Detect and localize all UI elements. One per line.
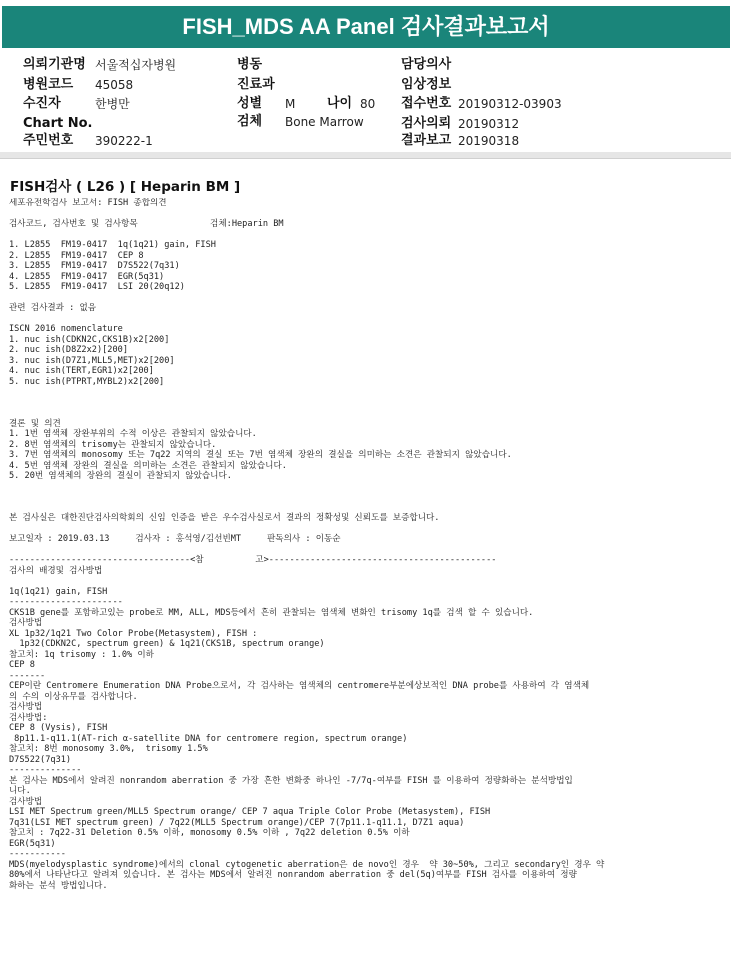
report-line: CEP 8 xyxy=(9,660,35,670)
request-value: 20190312 xyxy=(458,117,520,131)
report-line: 검사방법 xyxy=(9,702,43,712)
report-line: 1. 1번 염색체 장완부위의 수적 이상은 관찰되지 않았습니다. xyxy=(9,429,257,439)
report-line: D7S522(7q31) xyxy=(9,754,72,765)
patient-label: 수진자 xyxy=(23,96,61,111)
report-line: 4. L2855 FM19-0417 EGR(5q31) xyxy=(9,271,165,282)
sex-label: 성별 xyxy=(237,96,263,111)
report-line: 검사방법 xyxy=(9,618,43,628)
report-line: 검사코드, 검사번호 및 검사항목 검체:Heparin BM xyxy=(9,219,284,229)
report-line: 80%에서 나타난다고 알려져 있습니다. 본 검사는 MDS에서 알려진 nonrandom aberration 중 del(5q)여부를 FISH 검사를 이용하여 정량 xyxy=(9,870,577,880)
report-line: 3. 7번 염색체의 monosomy 또는 7q22 지역의 결실 또는 7번 염색체 장완의 결실을 의미하는 소견은 관찰되지 않았습니다. xyxy=(9,450,512,460)
report-line: ------- xyxy=(9,670,46,681)
patient-value: 한병만 xyxy=(95,97,130,111)
hospital-code-value: 45058 xyxy=(95,78,134,92)
institution-label: 의뢰기관명 xyxy=(23,57,86,72)
report-line: 참고치: 1q trisomy : 1.0% 이하 xyxy=(9,649,154,660)
report-line: 본 검사실은 대한진단검사의학회의 신임 인증을 받은 우수검사실로서 결과의 정확성및 신뢰도를 보증합니다. xyxy=(9,513,440,523)
report-line: CEP 8 (Vysis), FISH xyxy=(9,723,108,733)
report-line: -----------------------------------<참 고>-------------------------------------------- xyxy=(9,555,497,565)
age-label: 나이 xyxy=(327,96,353,111)
report-line: 검사의 배경및 검사방법 xyxy=(9,565,103,576)
department-label: 진료과 xyxy=(237,77,275,92)
fish-report-title: FISH검사 ( L26 ) [ Heparin BM ] xyxy=(10,179,241,195)
report-date-label: 결과보고 xyxy=(401,133,452,148)
report-line: 관련 검사결과 : 없음 xyxy=(9,303,97,313)
id-no-value: 390222-1 xyxy=(95,134,153,148)
ward-label: 병동 xyxy=(237,57,263,72)
report-line: 4. nuc ish(TERT,EGR1)x2[200] xyxy=(9,366,154,376)
report-line: 보고일자 : 2019.03.13 검사자 : 홍석영/김선빈MT 판독의사 : 이동순 xyxy=(9,534,341,544)
report-line: 세포유전학검사 보고서: FISH 종합의견 xyxy=(9,198,167,208)
report-line: 5. nuc ish(PTPRT,MYBL2)x2[200] xyxy=(9,376,165,387)
report-line: 7q31(LSI MET spectrum green) / 7q22(MLL5 Spectrum orange)/CEP 7(7p11.1-q11.1, D7Z1 aqua) xyxy=(9,817,465,828)
report-line: 참고치 : 7q22-31 Deletion 0.5% 이하, monosomy 0.5% 이하 , 7q22 deletion 0.5% 이하 xyxy=(9,828,410,838)
report-line: LSI MET Spectrum green/MLL5 Spectrum orange/ CEP 7 aqua Triple Color Probe (Metasystem), FISH xyxy=(9,807,491,817)
report-line: 2. 8번 염색체의 trisomy는 관찰되지 않았습니다. xyxy=(9,439,217,450)
report-line: -------------- xyxy=(9,765,82,775)
report-line: 본 검사는 MDS에서 알려진 nonrandom aberration 중 가장 흔한 변화중 하나인 -7/7q-여부를 FISH 를 이용하여 정량화하는 분석방법입 xyxy=(9,775,573,786)
report-line: 참고치: 8번 monosomy 3.0%, trisomy 1.5% xyxy=(9,744,208,754)
report-line: 5. L2855 FM19-0417 LSI 20(20q12) xyxy=(9,282,185,292)
report-title-bar: FISH_MDS AA Panel 검사결과보고서 xyxy=(2,6,730,48)
report-line: ISCN 2016 nomenclature xyxy=(9,324,123,334)
report-line: 화하는 분석 방법입니다. xyxy=(9,880,108,891)
request-label: 검사의뢰 xyxy=(401,116,452,131)
report-line: 검사방법 xyxy=(9,796,43,807)
doctor-label: 담당의사 xyxy=(401,57,452,72)
report-line: 1. L2855 FM19-0417 1q(1q21) gain, FISH xyxy=(9,240,216,250)
report-line: 니다. xyxy=(9,786,31,796)
report-line: 3. L2855 FM19-0417 D7S522(7q31) xyxy=(9,261,180,271)
report-line: 검사방법: xyxy=(9,712,48,723)
receipt-no-label: 접수번호 xyxy=(401,96,452,111)
report-line: 8p11.1-q11.1(AT-rich α-satellite DNA for centromere region, spectrum orange) xyxy=(9,733,408,744)
specimen-value: Bone Marrow xyxy=(285,115,364,129)
report-line: ----------- xyxy=(9,849,66,859)
report-line: 2. nuc ish(D8Z2x2)[200] xyxy=(9,345,128,355)
specimen-label: 검체 xyxy=(237,114,263,129)
report-line: XL 1p32/1q21 Two Color Probe(Metasystem), FISH : xyxy=(9,628,258,639)
report-line: CKS1B gene를 포함하고있는 probe로 MM, ALL, MDS등에서 흔히 관찰되는 염색체 변화인 trisomy 1q를 검색 할 수 있습니다. xyxy=(9,607,534,618)
report-line: 4. 5번 염색체 장완의 결실을 의미하는 소견은 관찰되지 않았습니다. xyxy=(9,460,287,471)
report-line: MDS(myelodysplastic syndrome)에서의 clonal cytogenetic aberration은 de novo인 경우 약 30~50%, 그리고 secondary인 경우 약 xyxy=(9,859,605,870)
report-line: 2. L2855 FM19-0417 CEP 8 xyxy=(9,250,144,261)
report-line: CEP이란 Centromere Enumeration DNA Probe으로서, 각 검사하는 염색체의 centromere부분에상보적인 DNA probe를 사용하여 각 염색체 xyxy=(9,681,590,691)
report-line: 1p32(CDKN2C, spectrum green) & 1q21(CKS1B, spectrum orange) xyxy=(9,639,325,649)
hospital-code-label: 병원코드 xyxy=(23,77,74,92)
chart-no-label: Chart No. xyxy=(23,116,93,131)
report-line: 1q(1q21) gain, FISH xyxy=(9,586,108,597)
section-divider xyxy=(0,152,731,159)
fish-report-body xyxy=(9,198,727,978)
clinical-info-label: 임상정보 xyxy=(401,77,452,92)
sex-value: M xyxy=(285,97,296,111)
report-line: 결론 및 의견 xyxy=(9,418,61,429)
report-line: 3. nuc ish(D7Z1,MLL5,MET)x2[200] xyxy=(9,355,175,366)
age-value: 80 xyxy=(360,97,376,111)
report-date-value: 20190318 xyxy=(458,134,520,148)
institution-value: 서울적십자병원 xyxy=(95,58,177,72)
report-line: 5. 20번 염색체의 장완의 결실이 관찰되지 않았습니다. xyxy=(9,471,232,481)
report-line: 의 수의 이상유무를 검사합니다. xyxy=(9,691,138,702)
report-line: ---------------------- xyxy=(9,597,123,607)
report-line: EGR(5q31) xyxy=(9,838,56,849)
receipt-no-value: 20190312-03903 xyxy=(458,97,562,111)
report-line: 1. nuc ish(CDKN2C,CKS1B)x2[200] xyxy=(9,334,170,345)
id-no-label: 주민번호 xyxy=(23,133,74,148)
